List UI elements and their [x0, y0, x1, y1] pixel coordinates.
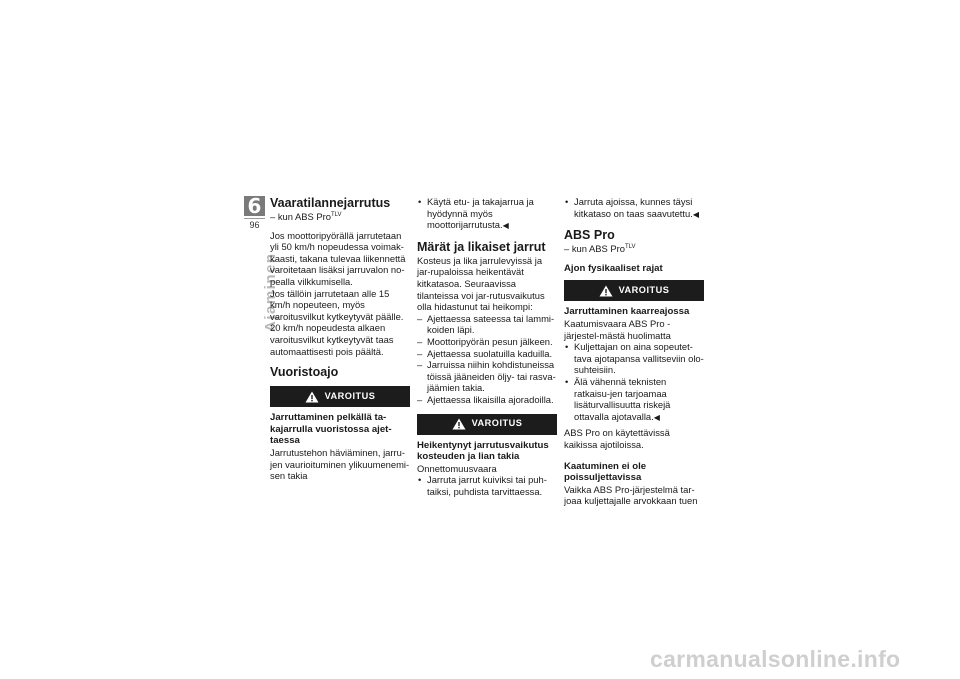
list-item: – Moottoripyörän pesun jälkeen.	[417, 336, 557, 348]
list-item: • Jarruta ajoissa, kunnes täysi kitkataso on taas saavutettu.◀	[564, 196, 704, 220]
column-2	[417, 196, 557, 497]
warning-banner	[417, 414, 557, 435]
list-item: • Kuljettajan on aina sopeutet-tava ajotapansa vallitseviin olo-suhteisiin.	[564, 341, 704, 376]
watermark: carmanualsonline.info	[650, 646, 901, 672]
paragraph: ABS Pro on käytettävissä kaikissa ajotiloissa.	[564, 427, 670, 450]
warning-title: Heikentynyt jarrutusvaikutus kosteuden ja lian takia	[417, 439, 549, 463]
paragraph: Vaikka ABS Pro-järjestelmä tar-joaa kuljettajalle arvokkaan tuen	[564, 483, 698, 507]
warning-label: VAROITUS	[324, 390, 376, 401]
warning-subtitle: Kaatumisvaara ABS Pro -järjestel-mästä huolimatta	[564, 317, 671, 341]
list-item: • Jarruta jarrut kuiviksi tai puh-taiksi, puhdista tarvittaessa.	[417, 474, 557, 497]
warning-banner	[564, 280, 704, 301]
chapter-tab	[244, 196, 265, 216]
page-number: 96	[249, 220, 260, 230]
warning-text: Jarrutustehon häviäminen, jarru-jen vaurioituminen ylikuumenemi-sen takia	[270, 446, 410, 482]
warning-triangle-icon	[305, 391, 319, 403]
chapter-divider	[244, 218, 265, 219]
heading-falling: Kaatuminen ei ole poissuljettavissa	[564, 460, 647, 484]
warning-triangle-icon	[452, 418, 466, 430]
warning-label: VAROITUS	[471, 418, 523, 429]
chapter-number: 6	[247, 194, 262, 218]
heading-wet-brakes: Märät ja likaiset jarrut	[417, 239, 546, 254]
list-item: • Käytä etu- ja takajarrua ja hyödynnä myös moottorijarrutusta.◀	[417, 196, 557, 232]
list-item: – Ajettaessa likaisilla ajoradoilla.	[417, 394, 557, 406]
chapter-side-title: Ajaminen	[262, 252, 279, 332]
end-mark-icon: ◀	[692, 209, 699, 219]
paragraph: Jos moottoripyörällä jarrutetaan yli 50 km/h nopeudessa voimak-kaasti, takana tulevaa liikennettä varoitetaan lisäksi jarruvalon no-pealla vilkkumisella.	[270, 229, 406, 287]
warning-subtitle: Onnettomuusvaara	[417, 462, 497, 474]
heading-abs-pro: ABS Pro	[564, 228, 615, 243]
end-mark-icon: ◀	[502, 221, 509, 231]
warning-banner	[270, 386, 410, 407]
end-mark-icon: ◀	[653, 412, 660, 422]
column-1	[270, 196, 410, 482]
warning-title: Jarruttaminen pelkällä ta-kajarrulla vuoristossa ajet-taessa	[270, 412, 392, 447]
list-item: • Älä vähennä teknisten ratkaisu-jen tarjoamaa lisäturvallisuutta riskejä ottavalla ajotavalla.◀	[564, 376, 704, 423]
list-item: – Jarruissa niihin kohdistuneissa töissä jääneiden öljy- tai rasva-jäämien takia.	[417, 359, 557, 394]
list-item: – Ajettaessa sateessa tai lammi-koiden läpi.	[417, 313, 557, 336]
warning-label: VAROITUS	[618, 285, 670, 296]
model-condition: – kun ABS Pro$^{TLV}$	[564, 243, 636, 255]
heading-mountain-riding: Vuoristoajo	[270, 365, 339, 380]
heading-physical-limits: Ajon fysikaaliset rajat	[564, 262, 663, 274]
warning-triangle-icon	[599, 285, 613, 297]
model-condition: – kun ABS Pro$^{TLV}$	[270, 211, 342, 222]
warning-title: Jarruttaminen kaarreajossa	[564, 306, 690, 318]
paragraph: Jos tällöin jarrutetaan alle 15 km/h nopeuteen, myös varoitusvilkut kytkeytyvät päälle.	[270, 287, 404, 322]
list-item: – Ajettaessa suolatuilla kaduilla.	[417, 348, 557, 360]
column-3	[564, 196, 704, 507]
heading-emergency-braking: Vaaratilannejarrutus	[270, 196, 391, 210]
paragraph: Kosteus ja lika jarrulevyissä ja jar-rupaloissa heikentävät kitkatasoa. Seuraavissa tilanteissa voi jar-rutusvaikutus olla hidastunut tai heikompi:	[417, 254, 545, 313]
paragraph: 20 km/h nopeudesta alkaen varoitusvilkut kytkeytyvät taas automaattisesti pois päältä.	[270, 322, 394, 357]
